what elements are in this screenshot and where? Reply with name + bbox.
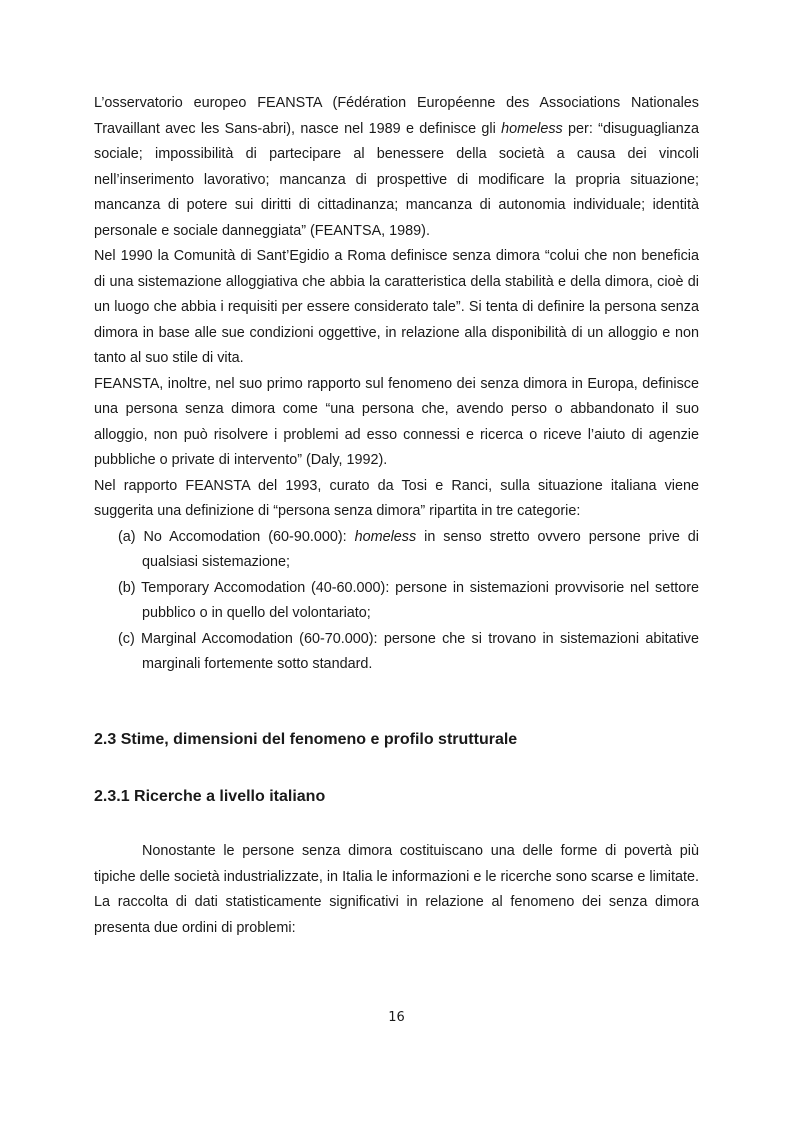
list-item: (a) No Accomodation (60-90.000): homeless in senso stretto ovvero persone prive di qualsiasi sistemazione;	[118, 528, 699, 570]
closing-text	[94, 839, 699, 941]
paragraph-text: L’osservatorio europeo FEANSTA (Fédération Européenne des Associations Nationales Travaillant avec les Sans-abri), nasce nel 1989 e definisce gli	[94, 95, 699, 137]
body-text	[94, 91, 699, 678]
list-item: (b) Temporary Accomodation (40-60.000): persone in sistemazioni provvisorie nel settore pubblico o in quello del volontariato;	[118, 579, 699, 621]
section-heading: 2.3 Stime, dimensioni del fenomeno e profilo strutturale	[94, 731, 518, 748]
subsection-heading: 2.3.1 Ricerche a livello italiano	[94, 788, 326, 805]
page-number: 16	[388, 1010, 405, 1025]
paragraph-feansta-report: FEANSTA, inoltre, nel suo primo rapporto sul fenomeno dei senza dimora in Europa, definisce una persona senza dimora come “una persona che, avendo perso o abbandonato il suo alloggio, non può risolvere i problemi ad esso connessi e ricerca o riceve l’aiuto di agenzie pubbliche o private di intervento” (Daly, 1992).	[94, 375, 699, 468]
paragraph-text: per: “disuguaglianza sociale; impossibilità di partecipare al benessere della società a causa dei vincoli nell’inserimento lavorativo; mancanza di prospettive di modificare la propria situazione; mancanza di potere sui diritti di cittadinanza; mancanza di autonomia individuale; identità personale e sociale danneggiata” (FEANTSA, 1989).	[94, 120, 699, 239]
list-item: (c) Marginal Accomodation (60-70.000): persone che si trovano in sistemazioni abitative marginali fortemente sotto standard.	[118, 630, 699, 672]
paragraph-categories-intro: Nel rapporto FEANSTA del 1993, curato da Tosi e Ranci, sulla situazione italiana viene suggerita una definizione di “persona senza dimora” ripartita in tre categorie:	[94, 477, 699, 519]
emphasis-homeless: homeless	[501, 120, 563, 137]
emphasis-homeless: homeless	[354, 528, 417, 545]
category-list	[94, 525, 699, 678]
paragraph-santegidio: Nel 1990 la Comunità di Sant’Egidio a Roma definisce senza dimora “colui che non beneficia di una sistemazione alloggiativa che abbia la caratteristica della stabilità e della dimora, cioè di un luogo che abbia i requisiti per essere considerato tale”. Si tenta di definire la persona senza dimora in base alle sue condizioni oggettive, in relazione alla disponibilità di un alloggio e non tanto al suo stile di vita.	[94, 248, 699, 366]
paragraph-closing: Nonostante le persone senza dimora costituiscano una delle forme di povertà più tipiche delle società industrializzate, in Italia le informazioni e le ricerche sono scarse e limitate. La raccolta di dati statisticamente significativi in relazione al fenomeno dei senza dimora presenta due ordini di problemi:	[94, 843, 699, 936]
paragraph-feansta-definition	[94, 91, 699, 244]
